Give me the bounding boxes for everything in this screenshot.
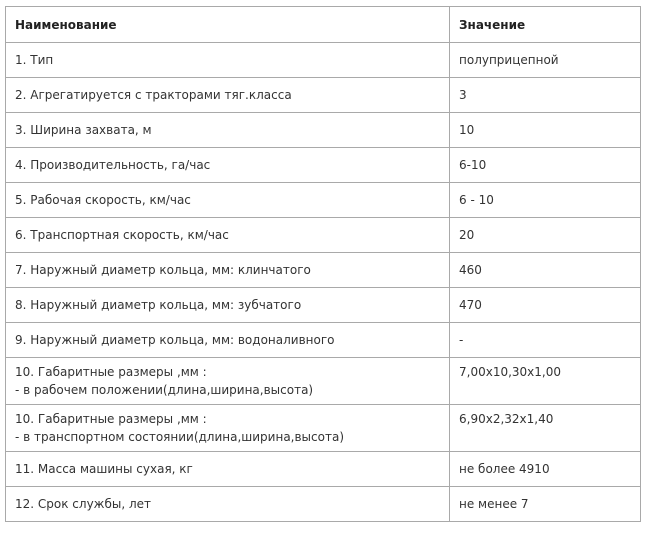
row-name: 9. Наружный диаметр кольца, мм: водоналивного bbox=[6, 323, 450, 358]
table-row bbox=[6, 358, 641, 405]
row-value: - bbox=[450, 323, 641, 358]
row-name bbox=[6, 405, 450, 452]
row-value: 10 bbox=[450, 113, 641, 148]
row-value: не менее 7 bbox=[450, 487, 641, 522]
row-value: 6,90x2,32x1,40 bbox=[450, 405, 641, 452]
table-row bbox=[6, 288, 641, 323]
row-name: 5. Рабочая скорость, км/час bbox=[6, 183, 450, 218]
row-value: 470 bbox=[450, 288, 641, 323]
table-row bbox=[6, 78, 641, 113]
row-name: 12. Срок службы, лет bbox=[6, 487, 450, 522]
table-row bbox=[6, 148, 641, 183]
row-name: 8. Наружный диаметр кольца, мм: зубчатого bbox=[6, 288, 450, 323]
row-name: 4. Производительность, га/час bbox=[6, 148, 450, 183]
row-value: 6 - 10 bbox=[450, 183, 641, 218]
row-value: 20 bbox=[450, 218, 641, 253]
row-value: 460 bbox=[450, 253, 641, 288]
row-value: 6-10 bbox=[450, 148, 641, 183]
row-value: 7,00x10,30x1,00 bbox=[450, 358, 641, 405]
table-row bbox=[6, 218, 641, 253]
row-name: 3. Ширина захвата, м bbox=[6, 113, 450, 148]
table-row bbox=[6, 323, 641, 358]
table-header-row bbox=[6, 7, 641, 43]
row-name-line: 10. Габаритные размеры ,мм : bbox=[15, 412, 207, 426]
row-name: 7. Наружный диаметр кольца, мм: клинчатого bbox=[6, 253, 450, 288]
header-value: Значение bbox=[450, 7, 641, 43]
row-name-line: 10. Габаритные размеры ,мм : bbox=[15, 365, 207, 379]
table-row bbox=[6, 452, 641, 487]
row-name: 6. Транспортная скорость, км/час bbox=[6, 218, 450, 253]
table-row bbox=[6, 183, 641, 218]
table-row bbox=[6, 405, 641, 452]
table-row bbox=[6, 113, 641, 148]
table-row bbox=[6, 43, 641, 78]
row-name: 11. Масса машины сухая, кг bbox=[6, 452, 450, 487]
row-name: 1. Тип bbox=[6, 43, 450, 78]
specifications-table bbox=[5, 6, 641, 522]
row-value: не более 4910 bbox=[450, 452, 641, 487]
row-name bbox=[6, 358, 450, 405]
table-row bbox=[6, 487, 641, 522]
header-name: Наименование bbox=[6, 7, 450, 43]
row-name-line: - в рабочем положении(длина,ширина,высота) bbox=[15, 383, 314, 397]
row-name-line: - в транспортном состоянии(длина,ширина,высота) bbox=[15, 430, 344, 444]
row-name: 2. Агрегатируется с тракторами тяг.класса bbox=[6, 78, 450, 113]
row-value: 3 bbox=[450, 78, 641, 113]
row-value: полуприцепной bbox=[450, 43, 641, 78]
table-row bbox=[6, 253, 641, 288]
